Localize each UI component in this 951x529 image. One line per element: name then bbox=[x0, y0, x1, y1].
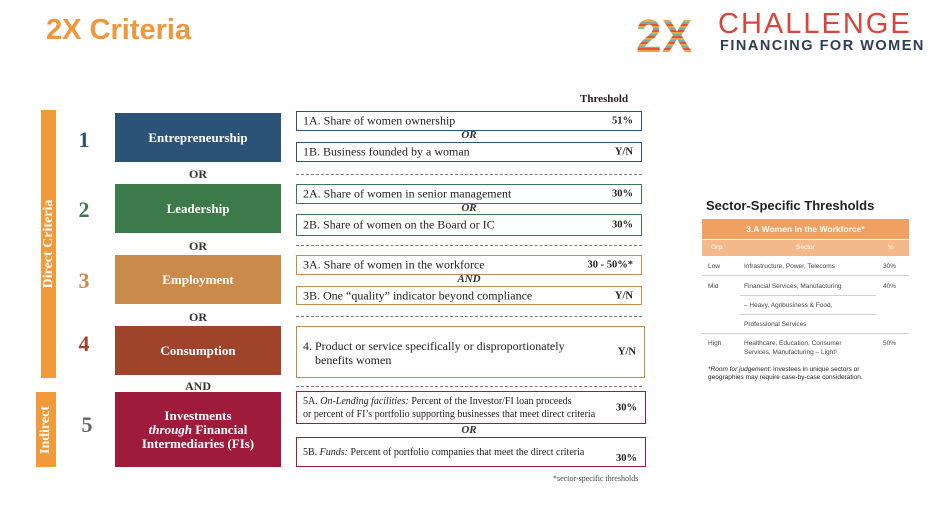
note-text: geographies may require case-by-case consideration. bbox=[708, 374, 863, 381]
sector-name: Financial Services, Manufacturing bbox=[744, 283, 842, 290]
sector-table-header: 3.A Women in the Workforce* bbox=[702, 219, 909, 239]
threshold-value: Y/N bbox=[614, 290, 633, 301]
criterion-1a bbox=[296, 111, 642, 131]
direct-criteria-label: Direct Criteria bbox=[40, 199, 56, 289]
criterion-2a bbox=[296, 184, 642, 204]
table-divider bbox=[740, 295, 876, 296]
criterion-number: 4 bbox=[78, 331, 90, 356]
threshold-value: 30 - 50%* bbox=[587, 259, 633, 271]
threshold-header: Threshold bbox=[580, 93, 629, 105]
criterion-label: 3A. Share of women in the workforce bbox=[303, 257, 485, 272]
logo-wordmark: CHALLENGE bbox=[718, 8, 912, 40]
sector-note bbox=[708, 366, 863, 382]
category-consumption bbox=[115, 326, 281, 375]
footnote: *sector-specific thresholds bbox=[553, 474, 639, 483]
criterion-label: Percent of the Investor/FI loan proceeds bbox=[408, 396, 572, 407]
indirect-bar bbox=[36, 392, 56, 467]
threshold-value: 30% bbox=[616, 402, 637, 413]
direct-criteria-bar bbox=[41, 110, 56, 378]
criterion-5a bbox=[296, 391, 646, 424]
criterion-2b bbox=[296, 214, 642, 236]
criterion-3a bbox=[296, 255, 642, 275]
table-divider bbox=[702, 275, 909, 276]
criterion-label: 4. Product or service specifically or disproportionately bbox=[303, 339, 565, 353]
category-label: Entrepreneurship bbox=[148, 129, 248, 145]
criterion-label-italic: Funds: bbox=[319, 447, 349, 458]
criterion-label: 2B. Share of women on the Board or IC bbox=[303, 217, 495, 232]
criterion-prefix: 5B. bbox=[303, 447, 318, 458]
operator-label: OR bbox=[189, 310, 207, 324]
divider bbox=[296, 245, 642, 246]
criterion-label: 1B. Business founded by a woman bbox=[303, 144, 470, 159]
criterion-number: 1 bbox=[78, 127, 90, 152]
sector-table-columns bbox=[702, 240, 909, 256]
criterion-1b bbox=[296, 142, 642, 162]
sector-name: Professional Services bbox=[744, 321, 807, 328]
category-label: Consumption bbox=[160, 342, 236, 358]
criterion-4 bbox=[296, 326, 645, 378]
2x-logo-mark bbox=[636, 12, 712, 56]
category-label: Intermediaries (FIs) bbox=[141, 435, 255, 451]
category-label: Leadership bbox=[166, 200, 230, 216]
inner-operator: OR bbox=[461, 129, 477, 141]
note-text: : Investees in unique sectors or bbox=[769, 366, 860, 373]
sector-name: – Heavy, Agribusiness & Food, bbox=[744, 302, 833, 309]
criterion-label: benefits women bbox=[315, 353, 392, 367]
sector-pct: 50% bbox=[883, 340, 897, 347]
sector-name: Healthcare, Education, Consumer bbox=[744, 340, 842, 347]
criterion-label: Percent of portfolio companies that meet the direct criteria bbox=[348, 447, 585, 458]
category-leadership bbox=[115, 184, 281, 233]
column-header: % bbox=[888, 244, 894, 251]
sector-title: Sector-Specific Thresholds bbox=[706, 198, 875, 213]
threshold-value: 30% bbox=[612, 219, 633, 231]
operator-label: OR bbox=[189, 167, 207, 181]
category-label: Investments bbox=[164, 407, 232, 423]
threshold-value: 30% bbox=[612, 188, 633, 200]
divider bbox=[296, 316, 642, 317]
sector-grp: High bbox=[708, 340, 722, 347]
criterion-number: 2 bbox=[78, 197, 90, 222]
inner-operator: AND bbox=[457, 273, 481, 285]
criterion-number: 3 bbox=[78, 268, 90, 293]
inner-operator: OR bbox=[461, 424, 477, 436]
criterion-label: 2A. Share of women in senior management bbox=[303, 186, 512, 201]
operator-label: AND bbox=[185, 379, 211, 393]
criterion-label: or percent of FI’s portfolio supporting businesses that meet direct criteria bbox=[303, 409, 596, 420]
criterion-3b bbox=[296, 286, 642, 305]
criterion-label: 3B. One “quality” indicator beyond compliance bbox=[303, 288, 533, 302]
sector-pct: 40% bbox=[883, 283, 897, 290]
threshold-value: Y/N bbox=[614, 146, 633, 158]
indirect-label: Indirect bbox=[38, 405, 53, 454]
criterion-5b bbox=[296, 437, 646, 467]
criterion-prefix: 5A. bbox=[303, 396, 318, 407]
threshold-value: 51% bbox=[612, 115, 633, 127]
inner-operator: OR bbox=[461, 202, 477, 214]
threshold-value: Y/N bbox=[617, 346, 636, 358]
category-investments bbox=[115, 392, 281, 467]
category-label-italic: through bbox=[148, 421, 193, 437]
operator-label: OR bbox=[189, 239, 207, 253]
column-header: Grp. bbox=[711, 244, 724, 251]
category-label: Financial bbox=[195, 421, 248, 437]
sector-name: Infrastructure, Power, Telecoms bbox=[744, 263, 835, 270]
category-entrepreneurship bbox=[115, 113, 281, 162]
svg-text:2X: 2X bbox=[636, 12, 693, 56]
sector-grp: Mid bbox=[708, 283, 719, 290]
page-title: 2X Criteria bbox=[46, 14, 192, 46]
threshold-value: 30% bbox=[616, 453, 637, 464]
criterion-label: 1A. Share of women ownership bbox=[303, 113, 456, 128]
divider bbox=[296, 386, 642, 387]
column-header: Sector bbox=[796, 244, 815, 251]
sector-name: Services, Manufacturing – Light¹ bbox=[744, 349, 838, 356]
category-label: Employment bbox=[162, 271, 234, 287]
logo-tagline: FINANCING FOR WOMEN bbox=[720, 38, 925, 54]
category-employment bbox=[115, 255, 281, 304]
table-divider bbox=[740, 314, 876, 315]
note-italic: *Room for judgement bbox=[708, 366, 770, 373]
criterion-label-italic: On-Lending facilities: bbox=[320, 396, 409, 407]
divider bbox=[296, 174, 642, 175]
criterion-number: 5 bbox=[81, 412, 93, 437]
sector-grp: Low bbox=[708, 263, 720, 270]
sector-pct: 30% bbox=[883, 263, 897, 270]
table-divider bbox=[702, 333, 909, 334]
